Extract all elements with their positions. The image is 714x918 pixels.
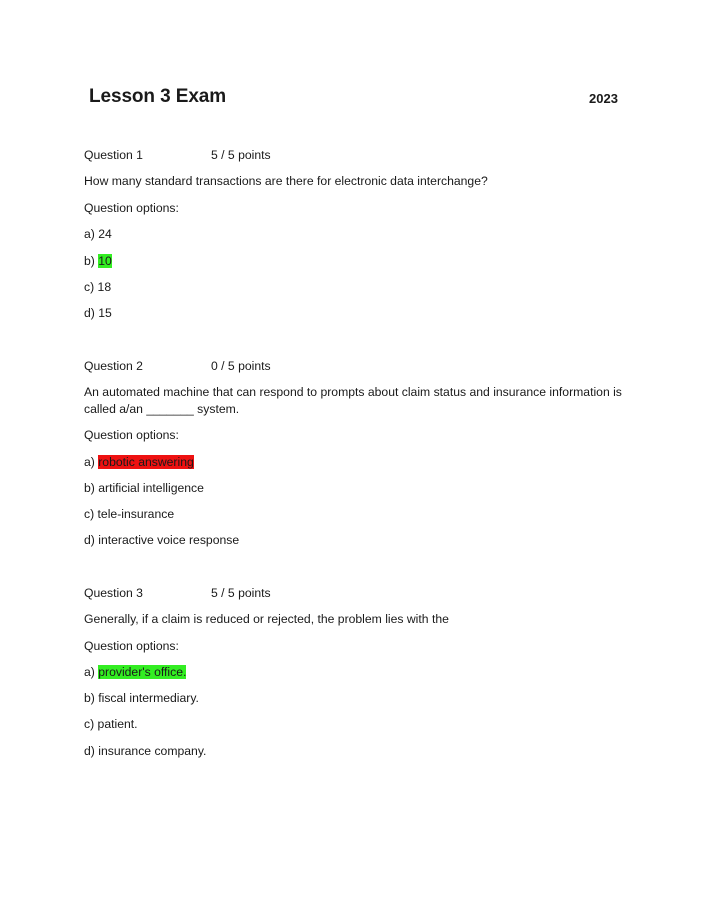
option-text: tele-insurance (97, 507, 175, 521)
option-prefix: d) (84, 306, 95, 320)
option-b (84, 690, 199, 706)
option-text-correct-highlight: provider's office. (98, 665, 187, 679)
option-text-correct-highlight: 10 (98, 254, 112, 268)
question-score: 5 / 5 points (211, 148, 271, 162)
exam-year: 2023 (589, 91, 618, 106)
option-prefix: b) (84, 481, 95, 495)
option-text: 15 (98, 306, 112, 320)
options-label: Question options: (84, 639, 179, 653)
option-a (84, 226, 112, 242)
question-text: How many standard transactions are there for electronic data interchange? (84, 174, 488, 188)
option-c (84, 716, 138, 732)
option-prefix: a) (84, 665, 95, 679)
question-score: 5 / 5 points (211, 586, 271, 600)
exam-title: Lesson 3 Exam (89, 86, 227, 107)
option-prefix: a) (84, 227, 95, 241)
option-prefix: d) (84, 744, 95, 758)
option-c (84, 279, 111, 295)
options-label: Question options: (84, 428, 179, 442)
option-text: 24 (98, 227, 112, 241)
option-b (84, 480, 204, 496)
option-text: insurance company. (98, 744, 207, 758)
option-prefix: b) (84, 254, 95, 268)
option-prefix: c) (84, 717, 95, 731)
option-text: interactive voice response (98, 533, 240, 547)
question-label: Question 1 (84, 148, 143, 162)
option-a (84, 454, 194, 470)
option-c (84, 506, 174, 522)
option-prefix: d) (84, 533, 95, 547)
option-text: artificial intelligence (98, 481, 204, 495)
option-a (84, 664, 186, 680)
option-text-incorrect-highlight: robotic answering (98, 455, 194, 469)
question-label: Question 3 (84, 586, 143, 600)
option-prefix: c) (84, 507, 95, 521)
option-text: patient. (97, 717, 138, 731)
option-d (84, 743, 206, 759)
option-d (84, 305, 112, 321)
option-text: 18 (97, 280, 112, 294)
option-b (84, 253, 112, 269)
option-prefix: b) (84, 691, 95, 705)
option-prefix: c) (84, 280, 95, 294)
option-text: fiscal intermediary. (98, 691, 199, 705)
question-text: An automated machine that can respond to prompts about claim status and insurance information is called a/an _______ system. (84, 385, 622, 416)
options-label: Question options: (84, 201, 179, 215)
option-d (84, 532, 239, 548)
question-label: Question 2 (84, 359, 143, 373)
question-text: Generally, if a claim is reduced or rejected, the problem lies with the (84, 612, 449, 626)
option-prefix: a) (84, 455, 95, 469)
question-score: 0 / 5 points (211, 359, 271, 373)
